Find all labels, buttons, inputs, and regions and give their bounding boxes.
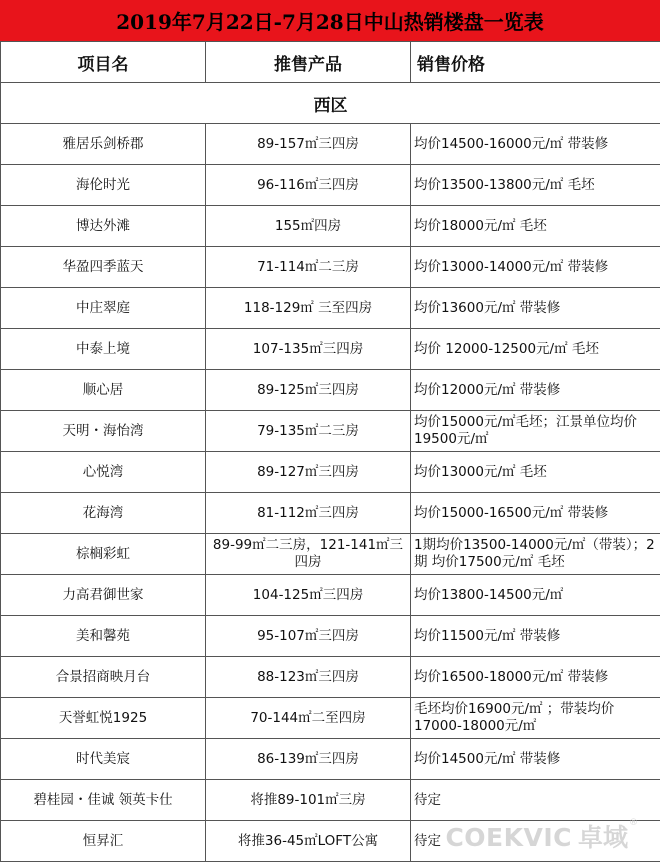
watermark-latin: COEKVIC xyxy=(445,823,572,852)
table-row xyxy=(1,493,660,534)
price-cell: 均价14500元/㎡ 带装修 xyxy=(411,739,660,780)
table-row xyxy=(1,411,660,452)
product-cell: 88-123㎡三四房 xyxy=(206,657,411,698)
price-cell: 均价16500-18000元/㎡ 带装修 xyxy=(411,657,660,698)
project-name-cell: 顺心居 xyxy=(1,370,206,411)
table-row xyxy=(1,780,660,821)
product-cell: 89-157㎡三四房 xyxy=(206,124,411,165)
price-cell: 毛坯均价16900元/㎡ ；带装均价17000-18000元/㎡ xyxy=(411,698,660,739)
product-cell: 71-114㎡二三房 xyxy=(206,247,411,288)
project-name-cell: 中庄翠庭 xyxy=(1,288,206,329)
table-row xyxy=(1,370,660,411)
price-cell: 均价13000-14000元/㎡ 带装修 xyxy=(411,247,660,288)
product-cell: 将推89-101㎡三房 xyxy=(206,780,411,821)
price-cell: 均价13600元/㎡ 带装修 xyxy=(411,288,660,329)
column-header-name: 项目名 xyxy=(1,42,206,83)
table-header-row xyxy=(1,42,660,83)
table-row xyxy=(1,616,660,657)
price-cell: 均价13800-14500元/㎡ xyxy=(411,575,660,616)
table-row xyxy=(1,575,660,616)
project-name-cell: 中泰上境 xyxy=(1,329,206,370)
price-cell: 均价12000元/㎡ 带装修 xyxy=(411,370,660,411)
project-name-cell: 合景招商映月台 xyxy=(1,657,206,698)
project-name-cell: 雅居乐剑桥郡 xyxy=(1,124,206,165)
price-cell: 均价15000元/㎡毛坯；江景单位均价19500元/㎡ xyxy=(411,411,660,452)
price-cell: 均价13000元/㎡ 毛坯 xyxy=(411,452,660,493)
product-cell: 104-125㎡三四房 xyxy=(206,575,411,616)
project-name-cell: 力高君御世家 xyxy=(1,575,206,616)
price-cell: 1期均价13500-14000元/㎡（带装）；2期 均价17500元/㎡ 毛坯 xyxy=(411,534,660,575)
project-name-cell: 棕榈彩虹 xyxy=(1,534,206,575)
product-cell: 107-135㎡三四房 xyxy=(206,329,411,370)
project-name-cell: 华盈四季蓝天 xyxy=(1,247,206,288)
product-cell: 89-99㎡二三房，121-141㎡三四房 xyxy=(206,534,411,575)
price-cell: 均价13500-13800元/㎡ 毛坯 xyxy=(411,165,660,206)
price-cell: 均价15000-16500元/㎡ 带装修 xyxy=(411,493,660,534)
project-name-cell: 美和馨苑 xyxy=(1,616,206,657)
region-row xyxy=(1,83,660,124)
product-cell: 118-129㎡ 三至四房 xyxy=(206,288,411,329)
project-name-cell: 花海湾 xyxy=(1,493,206,534)
product-cell: 将推36-45㎡LOFT公寓 xyxy=(206,821,411,862)
table-row xyxy=(1,698,660,739)
project-name-cell: 博达外滩 xyxy=(1,206,206,247)
price-cell: 待定 xyxy=(411,821,660,862)
price-cell: 均价14500-16000元/㎡ 带装修 xyxy=(411,124,660,165)
product-cell: 89-127㎡三四房 xyxy=(206,452,411,493)
product-cell: 79-135㎡二三房 xyxy=(206,411,411,452)
project-name-cell: 恒昇汇 xyxy=(1,821,206,862)
table-row xyxy=(1,534,660,575)
product-cell: 89-125㎡三四房 xyxy=(206,370,411,411)
table-row xyxy=(1,739,660,780)
product-cell: 96-116㎡三四房 xyxy=(206,165,411,206)
table-row xyxy=(1,247,660,288)
price-cell: 待定 xyxy=(411,780,660,821)
table-row xyxy=(1,821,660,862)
column-header-product: 推售产品 xyxy=(206,42,411,83)
product-cell: 81-112㎡三四房 xyxy=(206,493,411,534)
table-row xyxy=(1,165,660,206)
price-cell: 均价18000元/㎡ 毛坯 xyxy=(411,206,660,247)
table-row xyxy=(1,206,660,247)
table-row xyxy=(1,657,660,698)
project-name-cell: 时代美宸 xyxy=(1,739,206,780)
registered-mark-icon: ® xyxy=(629,818,638,828)
product-cell: 86-139㎡三四房 xyxy=(206,739,411,780)
column-header-price: 销售价格 xyxy=(411,42,660,83)
table-row xyxy=(1,288,660,329)
product-cell: 70-144㎡二至四房 xyxy=(206,698,411,739)
project-name-cell: 碧桂园・佳诚 领英卡仕 xyxy=(1,780,206,821)
watermark-cn: 卓域 xyxy=(577,823,628,852)
page-title: 2019年7月22日-7月28日中山热销楼盘一览表 xyxy=(0,0,660,42)
table-row xyxy=(1,329,660,370)
price-cell: 均价11500元/㎡ 带装修 xyxy=(411,616,660,657)
product-cell: 155㎡四房 xyxy=(206,206,411,247)
product-cell: 95-107㎡三四房 xyxy=(206,616,411,657)
project-name-cell: 心悦湾 xyxy=(1,452,206,493)
project-name-cell: 天誉虹悦1925 xyxy=(1,698,206,739)
price-cell: 均价 12000-12500元/㎡ 毛坯 xyxy=(411,329,660,370)
project-name-cell: 海伦时光 xyxy=(1,165,206,206)
table-row xyxy=(1,124,660,165)
project-name-cell: 天明・海怡湾 xyxy=(1,411,206,452)
listing-table xyxy=(0,41,660,862)
region-label: 西区 xyxy=(1,83,660,124)
table-row xyxy=(1,452,660,493)
